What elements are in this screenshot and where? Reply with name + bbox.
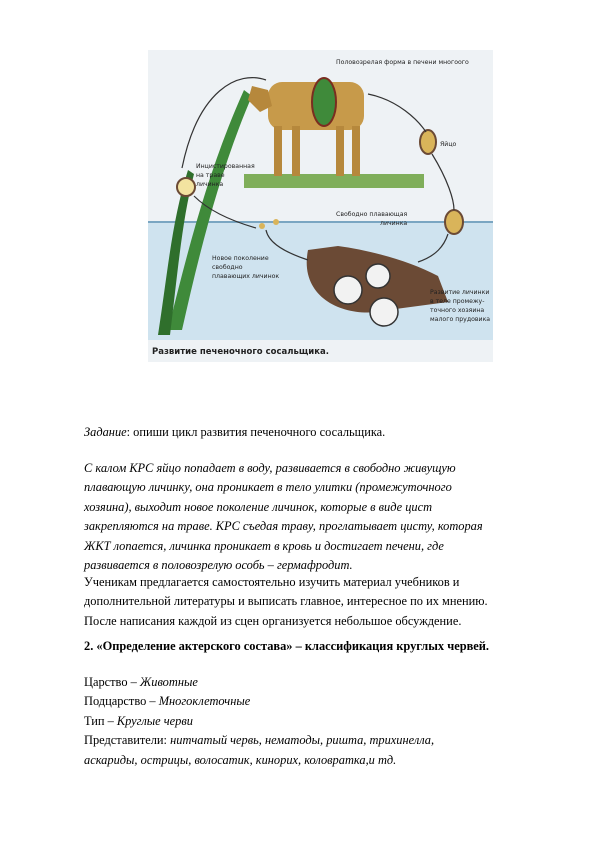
label-dev-4: малого прудовика xyxy=(430,316,491,323)
section-2-title: 2. «Определение актерского состава» – классификация круглых червей. xyxy=(84,639,490,653)
type-value: Круглые черви xyxy=(116,713,193,728)
answer-paragraph xyxy=(84,459,534,575)
label-cyst-2: на траве xyxy=(196,172,225,179)
representatives-row xyxy=(84,731,534,750)
answer-line: ЖКТ лопается, личинка проникает в кровь и достигает печени, где xyxy=(84,538,444,553)
representatives-label: Представители: xyxy=(84,733,171,748)
larva-icon xyxy=(273,219,279,225)
type-label: Тип – xyxy=(84,713,117,728)
label-cyst-1: Инцистированная xyxy=(196,163,255,170)
label-dev-2: в теле промежу- xyxy=(430,298,485,305)
representatives-continued: аскариды, острицы, волосатик, кинорих, коловратка,и тд. xyxy=(84,752,397,767)
subkingdom-row xyxy=(84,692,534,711)
subkingdom-label: Подцарство – xyxy=(84,694,159,709)
kingdom-row xyxy=(84,673,534,692)
task-text: : опиши цикл развития печеночного сосальщика. xyxy=(126,425,386,439)
label-larva-2: личинка xyxy=(380,220,408,227)
life-cycle-illustration xyxy=(148,50,493,362)
students-line: После написания каждой из сцен организуется небольшое обсуждение. xyxy=(84,613,462,628)
cyst-icon xyxy=(177,178,195,196)
students-line: Ученикам предлагается самостоятельно изучить материал учебников и xyxy=(84,575,460,589)
liver-fluke-icon xyxy=(312,78,336,126)
kingdom-label: Царство – xyxy=(84,675,140,689)
task-paragraph xyxy=(84,423,534,442)
free-larva-icon xyxy=(445,210,463,234)
representatives-value: нитчатый червь, нематоды, ришта, трихинелла, xyxy=(170,733,435,748)
answer-line: С калом КРС яйцо попадает в воду, развивается в свободно живущую xyxy=(84,461,456,475)
answer-line: плавающую личинку, она проникает в тело улитки (промежуточного xyxy=(84,480,452,495)
subkingdom-value: Многоклеточные xyxy=(158,694,251,709)
label-newgen-2: свободно xyxy=(212,264,243,271)
figure-caption: Развитие печеночного сосальщика. xyxy=(152,347,329,357)
type-row xyxy=(84,712,534,731)
label-egg: Яйцо xyxy=(440,141,457,148)
answer-line: развивается в половозрелую особь – гермафродит. xyxy=(84,558,353,573)
students-line: дополнительной литературы и выписать главное, интересное по их мнению. xyxy=(84,594,488,609)
label-dev-1: Развитие личинки xyxy=(430,289,490,296)
label-mature-form: Половозрелая форма в печени многоого xyxy=(336,59,469,66)
label-larva-1: Свободно плавающая xyxy=(336,211,408,218)
kingdom-value: Животные xyxy=(139,675,198,689)
classification-block xyxy=(84,673,534,770)
label-newgen-3: плавающих личинок xyxy=(212,273,280,280)
label-dev-3: точного хозяина xyxy=(430,307,485,314)
label-newgen-1: Новое поколение xyxy=(212,255,269,262)
label-cyst-3: личинка xyxy=(196,181,224,188)
students-paragraph xyxy=(84,573,534,631)
grass-ground xyxy=(244,174,424,188)
egg-icon xyxy=(420,130,436,154)
answer-line: хозяина), выходит новое поколение личинок, которые в виде цист xyxy=(84,499,433,514)
larva-icon xyxy=(259,223,265,229)
answer-line: закрепляются на траве. КРС съедая траву, проглатывает цисту, которая xyxy=(84,519,483,534)
life-cycle-diagram xyxy=(148,50,493,362)
task-label: Задание xyxy=(84,425,127,439)
